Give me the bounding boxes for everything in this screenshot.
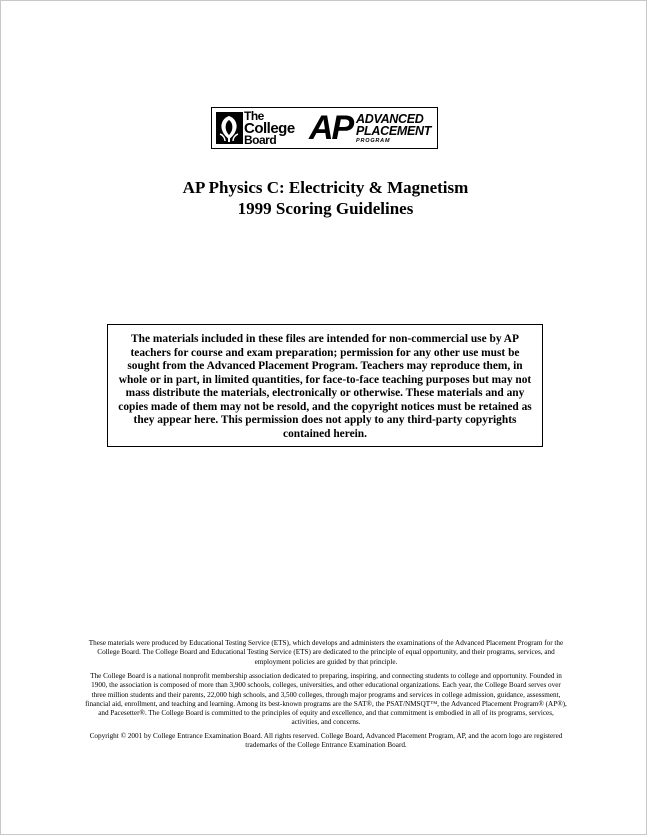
ap-wordmark: AP [309, 109, 353, 147]
acorn-logo-icon [216, 112, 243, 144]
document-title: AP Physics C: Electricity & Magnetism [182, 178, 469, 197]
college-board-ap-logo [211, 107, 438, 149]
footer-copyright: Copyright © 2001 by College Entrance Examination Board. All rights reserved. College Board, Advanced Placement Program, AP, and the acorn logo are registered trademarks of the College Entrance Examination Board. [89, 732, 563, 750]
footer-paragraph-ets: These materials were produced by Educational Testing Service (ETS), which develops and administers the examinations of the Advanced Placement Program for the College Board. The College Board and Educational Testing Service (ETS) are dedicated to the principle of equal opportunity, and their programs, services, and employment policies are guided by that principle. [88, 639, 564, 666]
footer-paragraph-college-board: The College Board is a national nonprofit membership association dedicated to preparing, inspiring, and connecting students to college and opportunity. Founded in 1900, the association is composed of more than 3,900 schools, colleges, universities, and other educational organizations. Each year, the College Board serves over three million students and their parents, 22,000 high schools, and 3,500 colleges, through major programs and services in college admission, guidance, assessment, financial aid, enrollment, and teaching and learning. Among its best-known programs are the SAT®, the PSAT/NMSQT™, the Advanced Placement Program® (AP®), and Pacesetter®. The College Board is committed to the principles of equity and excellence, and that commitment is embodied in all of its programs, services, activities, and concerns. [85, 672, 567, 727]
college-board-wordmark: The College Board [244, 109, 295, 147]
advanced-placement-wordmark: ADVANCED PLACEMENT PROGRAM [356, 112, 432, 144]
usage-notice-box: The materials included in these files are intended for non-commercial use by AP teachers for course and exam preparation; permission for any other use must be sought from the Advanced Placement Program. Teachers may reproduce them, in whole or in part, in limited quantities, for face-to-face teaching purposes but may not mass distribute the materials, electronically or otherwise. These materials and any copies made of them may not be resold, and the copyright notices must be retained as they appear here. This permission does not apply to any third-party copyrights contained herein. [107, 324, 543, 447]
document-subtitle: 1999 Scoring Guidelines [237, 199, 414, 218]
